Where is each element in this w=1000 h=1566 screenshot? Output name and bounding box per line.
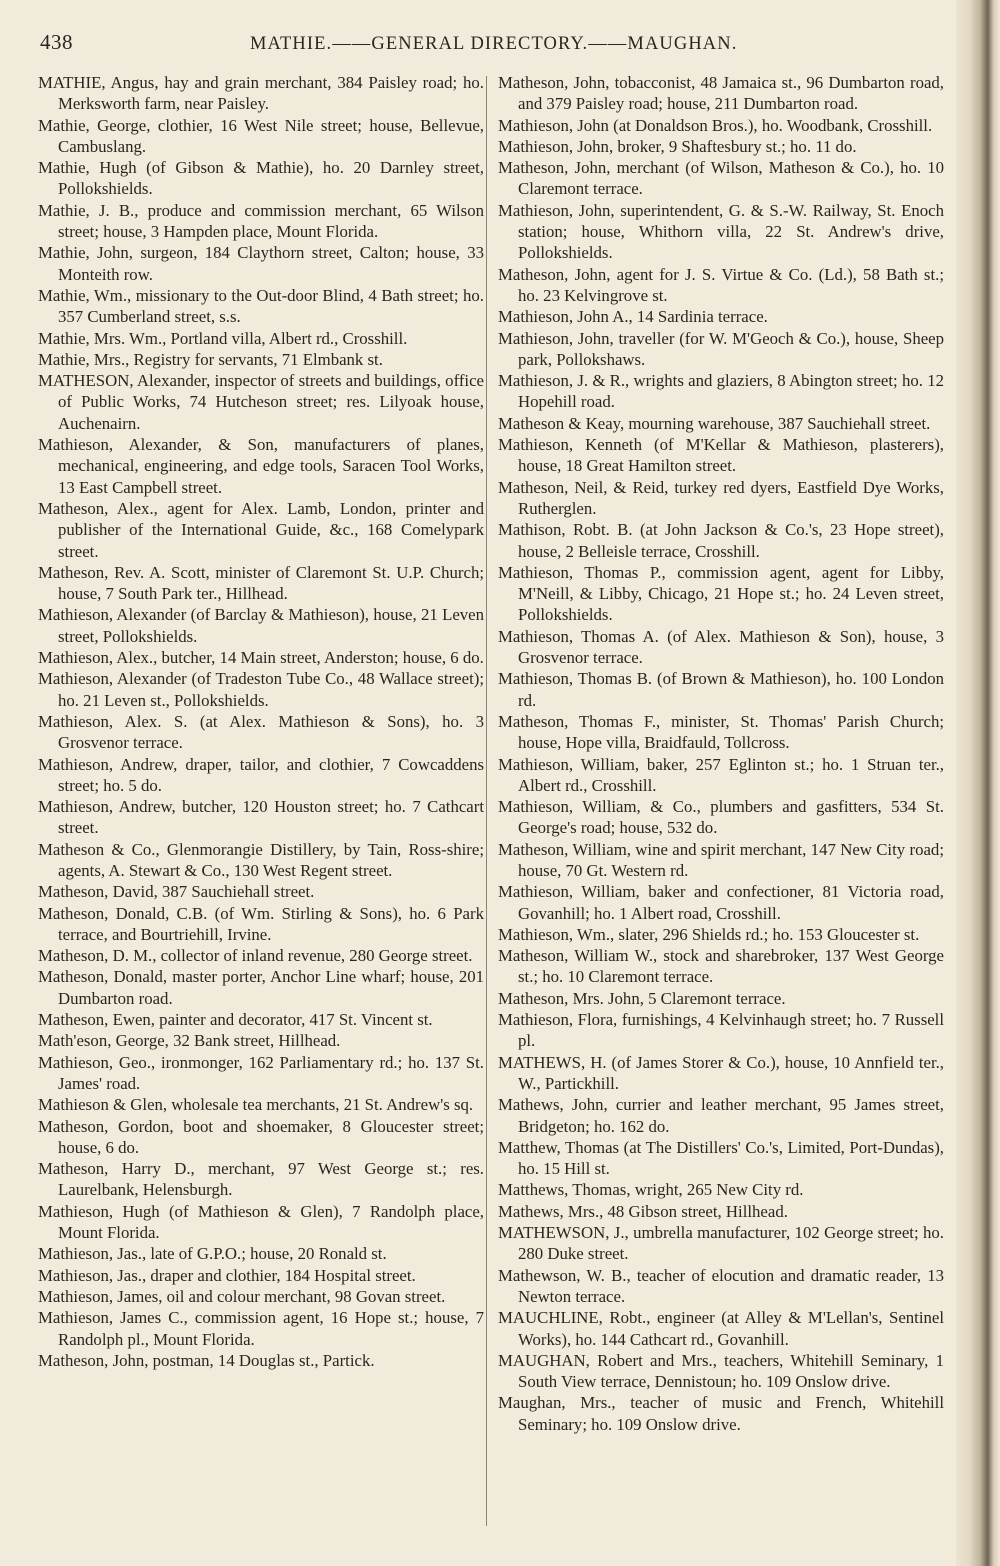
directory-entry: Mathieson, Alexander, & Son, manufacturers of planes, mechanical, engineering, and edge tools, Saracen Tool Works, 13 East Campbell street. <box>38 435 484 497</box>
directory-entry: Mathewson, W. B., teacher of elocution and dramatic reader, 13 Newton terrace. <box>498 1265 944 1306</box>
directory-entry: MATHESON, Alexander, inspector of streets and buildings, office of Public Works, 74 Hutcheson street; res. Lilyoak house, Auchenairn. <box>38 371 484 433</box>
directory-entry: Mathison, Robt. B. (at John Jackson & Co.'s, 23 Hope street), house, 2 Belleisle terrace, Crosshill. <box>498 520 944 561</box>
book-gutter <box>956 0 1000 1566</box>
directory-entry: Mathie, Hugh (of Gibson & Mathie), ho. 20 Darnley street, Pollokshields. <box>38 158 484 199</box>
directory-entry: MAUCHLINE, Robt., engineer (at Alley & M'Lellan's, Sentinel Works), ho. 144 Cathcart rd., Govanhill. <box>498 1308 944 1349</box>
column-divider <box>486 76 487 1526</box>
directory-entry: Matheson, Donald, master porter, Anchor Line wharf; house, 201 Dumbarton road. <box>38 967 484 1008</box>
directory-entry: Math'eson, George, 32 Bank street, Hillhead. <box>38 1031 341 1051</box>
directory-entry: Matheson, John, merchant (of Wilson, Matheson & Co.), ho. 10 Claremont terrace. <box>498 158 944 199</box>
directory-entry: MATHEWSON, J., umbrella manufacturer, 102 George street; ho. 280 Duke street. <box>498 1223 944 1264</box>
directory-entry: Mathieson, Andrew, draper, tailor, and clothier, 7 Cowcaddens street; ho. 5 do. <box>38 754 484 795</box>
directory-entry: Mathieson, Thomas P., commission agent, agent for Libby, M'Neill, & Libby, Chicago, 21 Hope st.; ho. 24 Leven street, Pollokshields. <box>498 562 944 625</box>
directory-entry: Mathie, Wm., missionary to the Out-door Blind, 4 Bath street; ho. 357 Cumberland street, s.s. <box>38 285 484 327</box>
directory-entry: Matheson, Ewen, painter and decorator, 417 St. Vincent st. <box>38 1010 433 1030</box>
directory-entry: Mathieson, Kenneth (of M'Kellar & Mathieson, plasterers), house, 18 Great Hamilton street. <box>498 435 944 476</box>
directory-entry: Mathieson, Wm., slater, 296 Shields rd.; ho. 153 Gloucester st. <box>498 924 920 944</box>
directory-entry: Mathieson, James, oil and colour merchant, 98 Govan street. <box>38 1286 446 1306</box>
directory-entry: Matheson, Rev. A. Scott, minister of Claremont St. U.P. Church; house, 7 South Park ter., Hillhead. <box>38 562 484 604</box>
directory-entry: Matheson, Gordon, boot and shoemaker, 8 Gloucester street; house, 6 do. <box>38 1116 484 1157</box>
directory-entry: MATHEWS, H. (of James Storer & Co.), house, 10 Annfield ter., W., Partickhill. <box>498 1052 944 1093</box>
page-number: 438 <box>40 30 73 54</box>
directory-entry: Mathieson, Thomas A. (of Alex. Mathieson & Son), house, 3 Grosvenor terrace. <box>498 626 944 668</box>
directory-entry: Mathieson, Geo., ironmonger, 162 Parliamentary rd.; ho. 137 St. James' road. <box>38 1052 484 1093</box>
directory-entry: Matheson, David, 387 Sauchiehall street. <box>38 882 315 902</box>
directory-entry: Mathie, George, clothier, 16 West Nile street; house, Bellevue, Cambuslang. <box>38 115 484 156</box>
directory-entry: Mathieson, Jas., draper and clothier, 184 Hospital street. <box>38 1265 416 1285</box>
directory-entry: MATHIE, Angus, hay and grain merchant, 384 Paisley road; ho. Merksworth farm, near Paisley. <box>38 73 484 114</box>
directory-entry: Mathieson, John A., 14 Sardinia terrace. <box>498 307 768 327</box>
directory-entry: Mathieson, John, superintendent, G. & S.-W. Railway, St. Enoch station; house, Whithorn villa, 22 St. Andrew's drive, Pollokshields. <box>498 200 944 263</box>
directory-entry: Mathieson, Alexander (of Tradeston Tube Co., 48 Wallace street); ho. 21 Leven st., Pollokshields. <box>38 669 484 710</box>
directory-entry: Mathieson, Jas., late of G.P.O.; house, 20 Ronald st. <box>38 1244 387 1264</box>
left-column <box>38 72 484 1371</box>
directory-entry: Matheson, Mrs. John, 5 Claremont terrace. <box>498 988 786 1008</box>
directory-entry: Mathieson, James C., commission agent, 16 Hope st.; house, 7 Randolph pl., Mount Florida. <box>38 1308 484 1349</box>
directory-entry: Matheson & Keay, mourning warehouse, 387 Sauchiehall street. <box>498 413 931 433</box>
directory-entry: Matheson, Thomas F., minister, St. Thomas' Parish Church; house, Hope villa, Braidfauld, Tollcross. <box>498 711 944 753</box>
directory-entry: Mathie, Mrs. Wm., Portland villa, Albert rd., Crosshill. <box>38 328 408 348</box>
running-head: MATHIE.——GENERAL DIRECTORY.——MAUGHAN. <box>250 34 738 54</box>
directory-entry: Matheson, John, postman, 14 Douglas st., Partick. <box>38 1350 375 1370</box>
directory-entry: Maughan, Mrs., teacher of music and French, Whitehill Seminary; ho. 109 Onslow drive. <box>498 1393 944 1434</box>
directory-entry: Matheson, William W., stock and sharebroker, 137 West George st.; ho. 10 Claremont terrace. <box>498 946 944 987</box>
directory-entry: Matheson & Co., Glenmorangie Distillery, by Tain, Ross-shire; agents, A. Stewart & Co., 130 West Regent street. <box>38 839 484 880</box>
directory-entry: Mathieson, John, traveller (for W. M'Geoch & Co.), house, Sheep park, Pollokshaws. <box>498 328 944 369</box>
directory-entry: Mathieson, William, & Co., plumbers and gasfitters, 534 St. George's road; house, 532 do. <box>498 797 944 838</box>
directory-entry: Matheson, Donald, C.B. (of Wm. Stirling & Sons), ho. 6 Park terrace, and Bourtriehill, Irvine. <box>38 903 484 944</box>
directory-entry: Mathieson, Flora, furnishings, 4 Kelvinhaugh street; ho. 7 Russell pl. <box>498 1010 944 1051</box>
directory-entry: Mathieson & Glen, wholesale tea merchants, 21 St. Andrew's sq. <box>38 1095 474 1115</box>
directory-entry: Mathieson, William, baker and confectioner, 81 Victoria road, Govanhill; ho. 1 Albert road, Crosshill. <box>498 882 944 923</box>
directory-entry: Mathieson, John, broker, 9 Shaftesbury st.; ho. 11 do. <box>498 136 857 156</box>
directory-entry: Mathieson, Alex. S. (at Alex. Mathieson & Sons), ho. 3 Grosvenor terrace. <box>38 711 484 753</box>
directory-entry: Mathieson, Hugh (of Mathieson & Glen), 7 Randolph place, Mount Florida. <box>38 1201 484 1243</box>
directory-entry: Mathieson, Andrew, butcher, 120 Houston street; ho. 7 Cathcart street. <box>38 797 484 838</box>
directory-entry: Matheson, Neil, & Reid, turkey red dyers, Eastfield Dye Works, Rutherglen. <box>498 477 944 518</box>
directory-entry: Matthews, Thomas, wright, 265 New City rd. <box>498 1180 804 1200</box>
directory-entry: Mathieson, William, baker, 257 Eglinton st.; ho. 1 Struan ter., Albert rd., Crosshill. <box>498 754 944 795</box>
directory-entry: Mathieson, Alex., butcher, 14 Main street, Anderston; house, 6 do. <box>38 648 484 668</box>
directory-entry: Matthew, Thomas (at The Distillers' Co.'s, Limited, Port-Dundas), ho. 15 Hill st. <box>498 1137 944 1179</box>
directory-entry: Matheson, Alex., agent for Alex. Lamb, London, printer and publisher of the International Guide, &c., 168 Comelypark street. <box>38 498 484 561</box>
directory-entry: Matheson, John, agent for J. S. Virtue & Co. (Ld.), 58 Bath st.; ho. 23 Kelvingrove st. <box>498 264 944 305</box>
directory-entry: Matheson, William, wine and spirit merchant, 147 New City road; house, 70 Gt. Western rd. <box>498 839 944 880</box>
directory-entry: Mathieson, J. & R., wrights and glaziers, 8 Abington street; ho. 12 Hopehill road. <box>498 371 944 412</box>
directory-entry: Matheson, Harry D., merchant, 97 West George st.; res. Laurelbank, Helensburgh. <box>38 1159 484 1200</box>
directory-entry: Mathews, John, currier and leather merchant, 95 James street, Bridgeton; ho. 162 do. <box>498 1095 944 1136</box>
directory-entry: Mathie, John, surgeon, 184 Claythorn street, Calton; house, 33 Monteith row. <box>38 243 484 284</box>
directory-entry: Mathieson, Thomas B. (of Brown & Mathieson), ho. 100 London rd. <box>498 669 944 710</box>
directory-entry: Mathie, Mrs., Registry for servants, 71 Elmbank st. <box>38 349 383 369</box>
right-column <box>498 72 944 1435</box>
directory-entry: Matheson, D. M., collector of inland revenue, 280 George street. <box>38 946 473 966</box>
directory-entry: MAUGHAN, Robert and Mrs., teachers, Whitehill Seminary, 1 South View terrace, Dennistoun; ho. 109 Onslow drive. <box>498 1350 944 1392</box>
directory-entry: Mathieson, Alexander (of Barclay & Mathieson), house, 21 Leven street, Pollokshields. <box>38 605 484 646</box>
directory-entry: Mathie, J. B., produce and commission merchant, 65 Wilson street; house, 3 Hampden place, Mount Florida. <box>38 200 484 242</box>
page-header <box>40 30 945 60</box>
directory-entry: Mathieson, John (at Donaldson Bros.), ho. Woodbank, Crosshill. <box>498 115 933 135</box>
directory-entry: Mathews, Mrs., 48 Gibson street, Hillhead. <box>498 1201 788 1221</box>
directory-entry: Matheson, John, tobacconist, 48 Jamaica st., 96 Dumbarton road, and 379 Paisley road; house, 211 Dumbarton road. <box>498 73 944 114</box>
